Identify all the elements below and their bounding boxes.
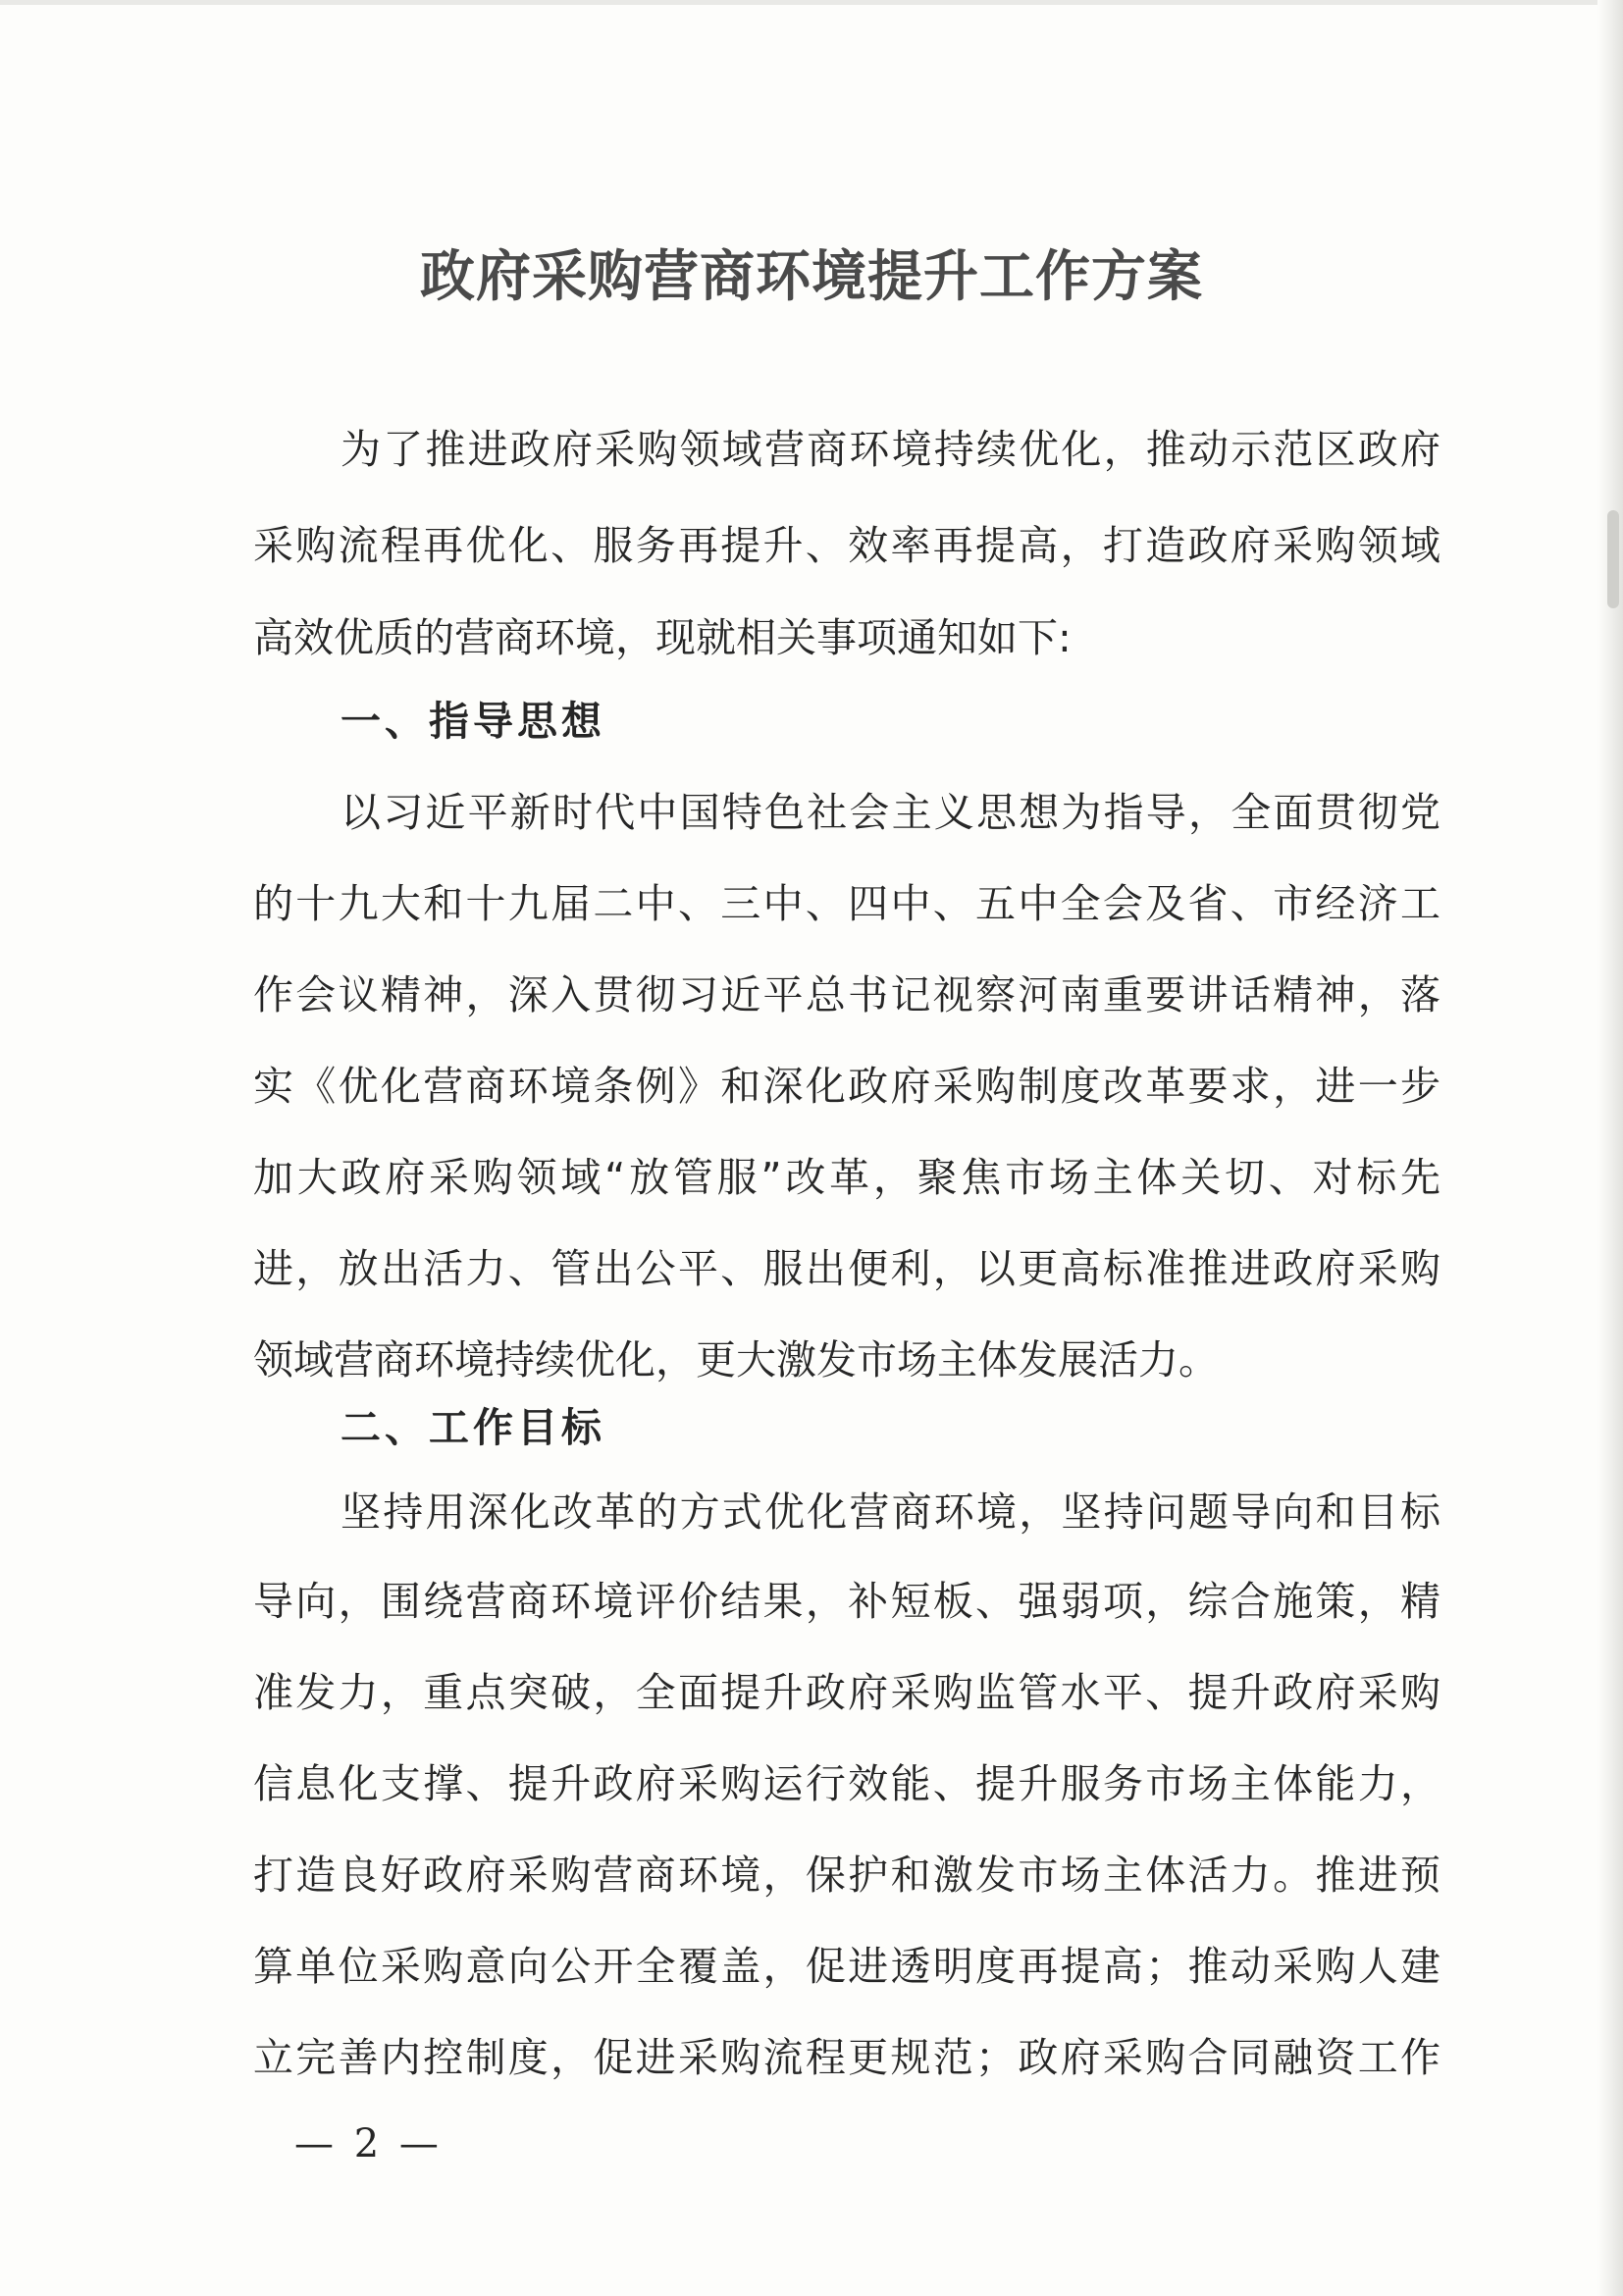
intro-line-1: 为了推进政府采购领域营商环境持续优化，推动示范区政府 bbox=[340, 426, 1440, 473]
section-2-line-5: 打造良好政府采购营商环境，保护和激发市场主体活力。推进预 bbox=[253, 1852, 1440, 1899]
section-2-line-4: 信息化支撑、提升政府采购运行效能、提升服务市场主体能力， bbox=[253, 1760, 1440, 1807]
page-number: — 2 — bbox=[294, 2121, 443, 2166]
section-2-heading: 二、工作目标 bbox=[340, 1404, 605, 1451]
section-1-line-3: 作会议精神，深入贯彻习近平总书记视察河南重要讲话精神，落 bbox=[253, 971, 1440, 1018]
section-2-line-6: 算单位采购意向公开全覆盖，促进透明度再提高；推动采购人建 bbox=[253, 1943, 1440, 1990]
section-1-line-5: 加大政府采购领域“放管服”改革，聚焦市场主体关切、对标先 bbox=[253, 1154, 1440, 1201]
section-1-line-2: 的十九大和十九届二中、三中、四中、五中全会及省、市经济工 bbox=[253, 880, 1440, 927]
section-1-line-6: 进，放出活力、管出公平、服出便利，以更高标准推进政府采购 bbox=[253, 1245, 1440, 1292]
section-2-line-3: 准发力，重点突破，全面提升政府采购监管水平、提升政府采购 bbox=[253, 1669, 1440, 1716]
scan-binding-mark bbox=[1607, 510, 1619, 608]
section-1-line-1: 以习近平新时代中国特色社会主义思想为指导，全面贯彻党 bbox=[340, 789, 1440, 836]
scan-edge-right bbox=[1597, 0, 1623, 2296]
intro-line-3: 高效优质的营商环境，现就相关事项通知如下: bbox=[253, 614, 1072, 661]
section-1-line-7: 领域营商环境持续优化，更大激发市场主体发展活力。 bbox=[253, 1336, 1219, 1383]
section-2-line-1: 坚持用深化改革的方式优化营商环境，坚持问题导向和目标 bbox=[340, 1488, 1440, 1536]
section-2-line-7: 立完善内控制度，促进采购流程更规范；政府采购合同融资工作 bbox=[253, 2034, 1440, 2081]
document-title: 政府采购营商环境提升工作方案 bbox=[420, 244, 1203, 309]
section-1-line-4: 实《优化营商环境条例》和深化政府采购制度改革要求，进一步 bbox=[253, 1063, 1440, 1110]
section-2-line-2: 导向，围绕营商环境评价结果，补短板、强弱项，综合施策，精 bbox=[253, 1578, 1440, 1625]
scan-edge-top bbox=[0, 0, 1623, 5]
section-1-heading: 一、指导思想 bbox=[340, 698, 605, 745]
intro-line-2: 采购流程再优化、服务再提升、效率再提高，打造政府采购领域 bbox=[253, 522, 1440, 569]
